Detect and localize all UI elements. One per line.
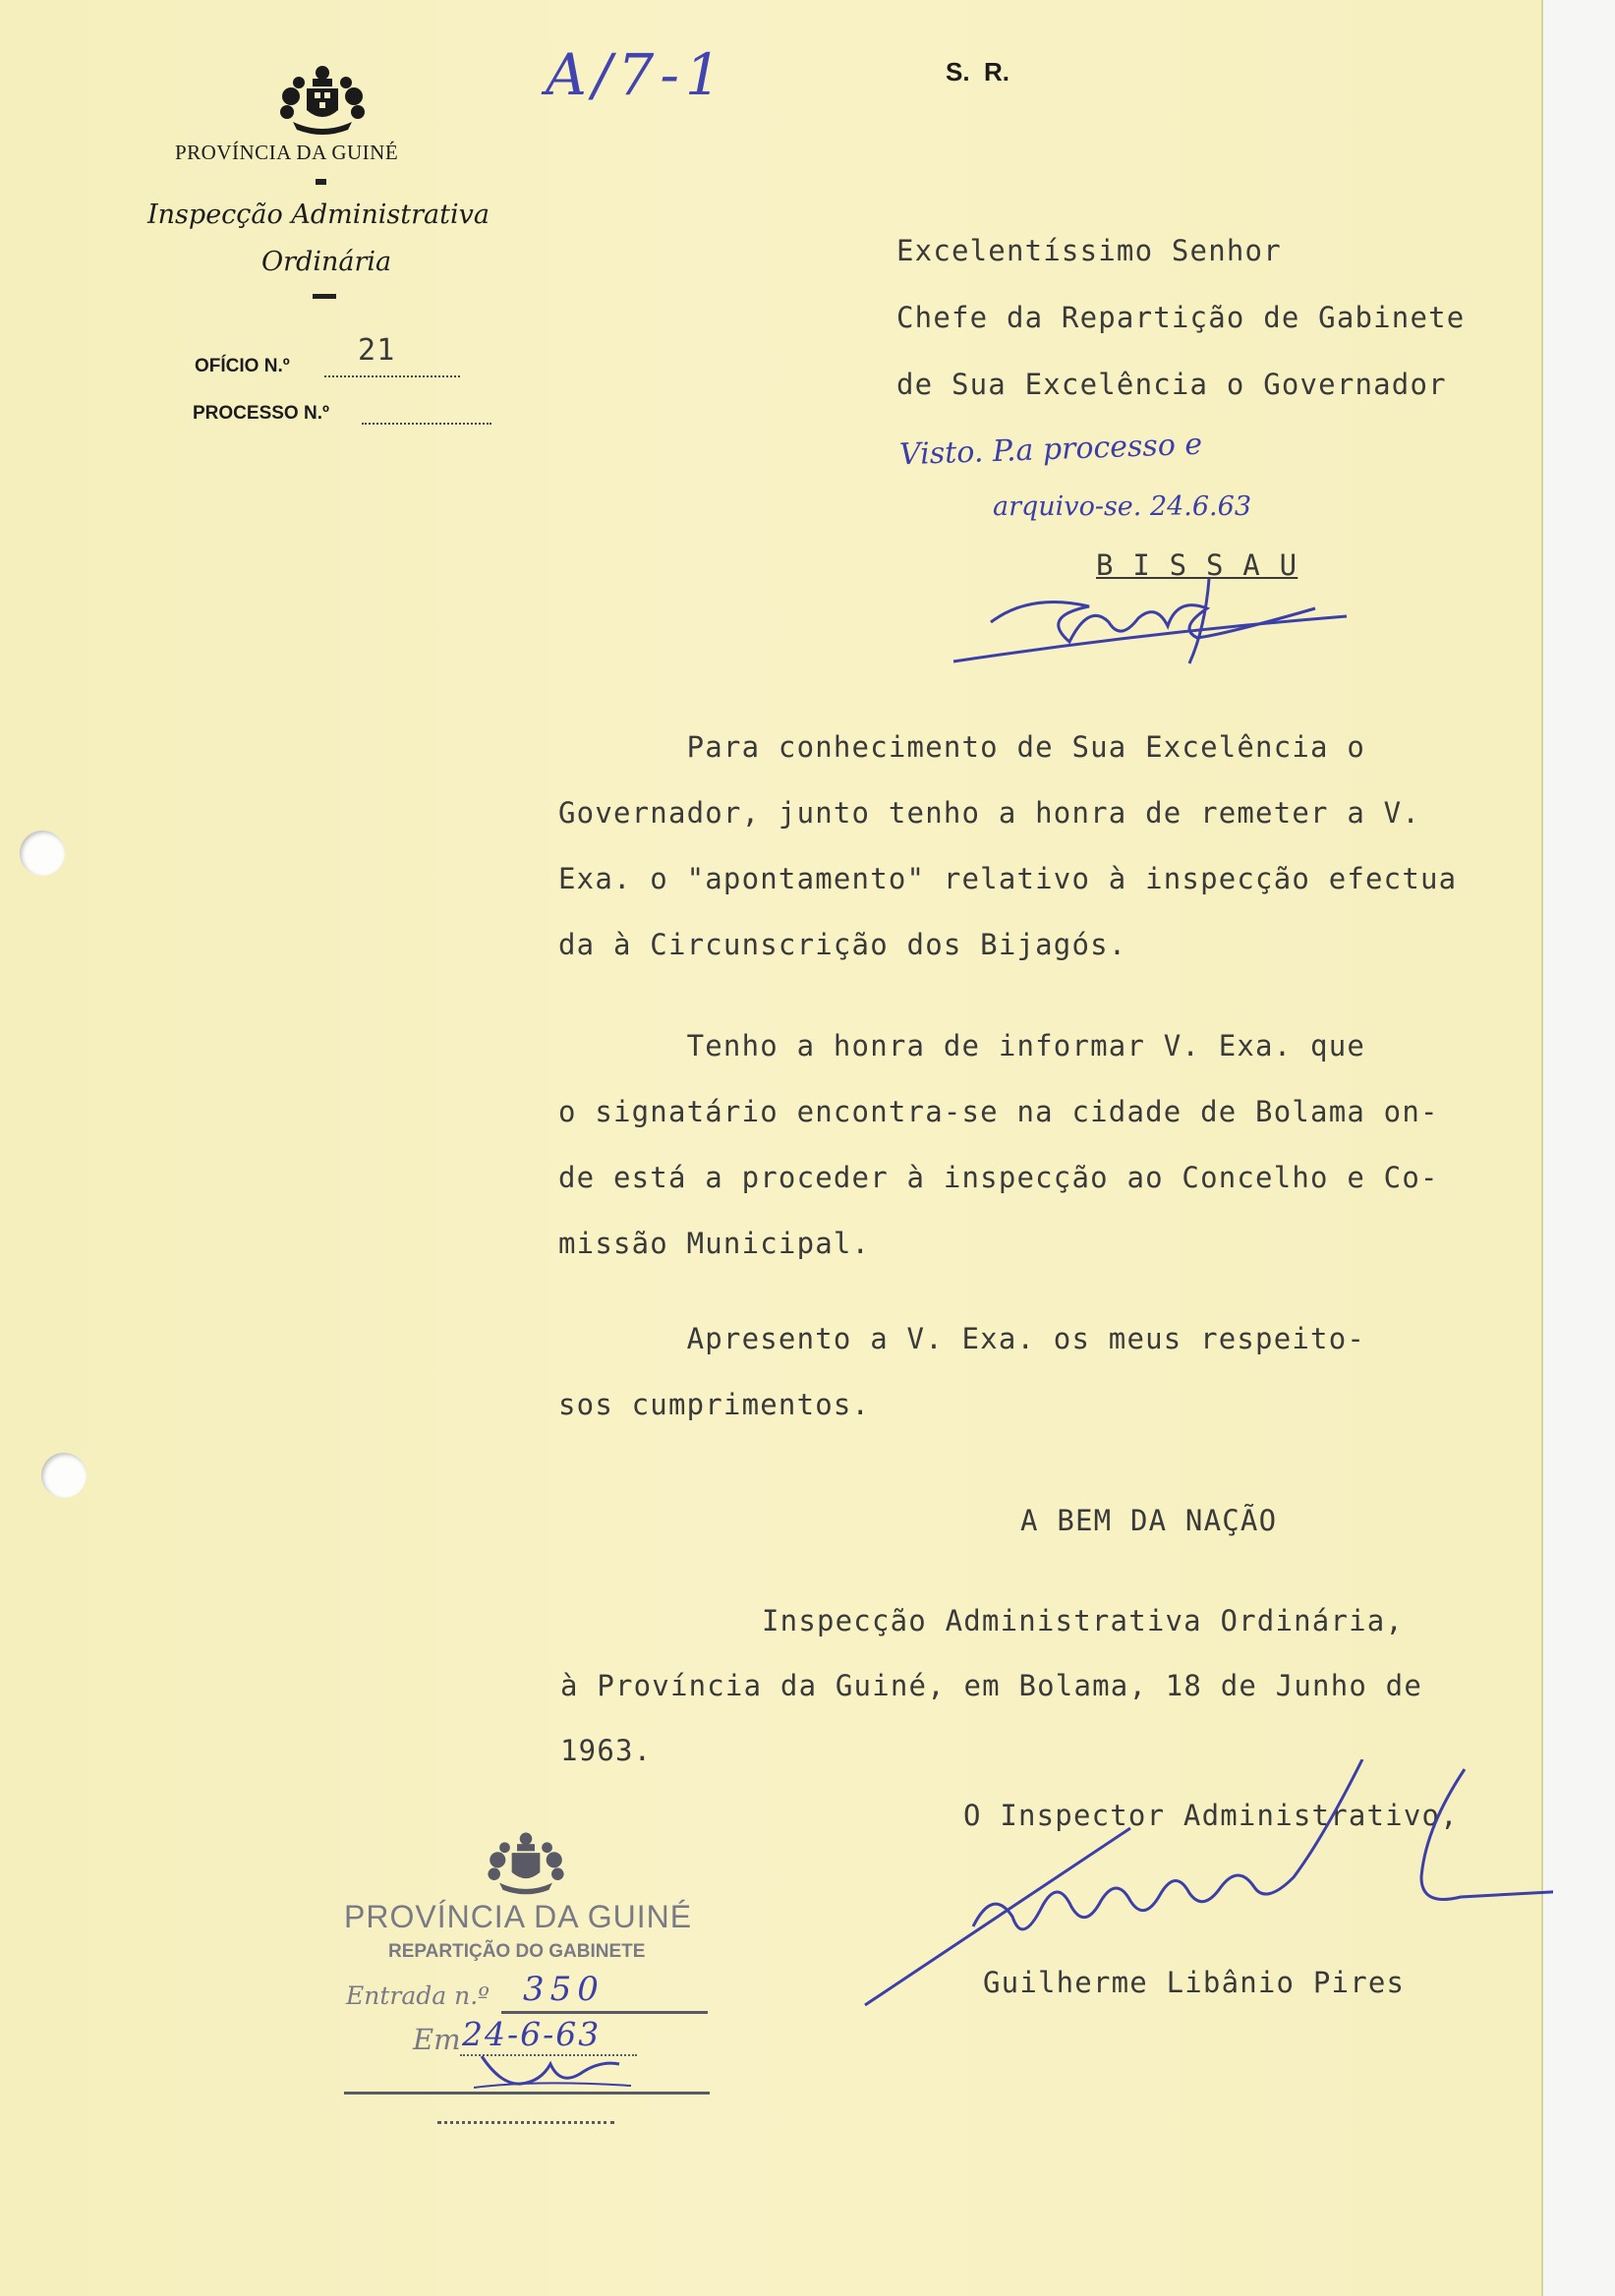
- body-line: missão Municipal.: [558, 1227, 871, 1260]
- stamp-line-3: [344, 2092, 710, 2095]
- annotation-line-1: Visto. P.a processo e: [898, 427, 1203, 473]
- annotation-initials: [944, 575, 1356, 673]
- stamp-line-4: [437, 2121, 614, 2124]
- signatory-name: Guilherme Libânio Pires: [983, 1966, 1406, 1999]
- letterhead-divider: [316, 179, 326, 185]
- punch-hole-bottom: [41, 1453, 87, 1498]
- closing-motto: A BEM DA NAÇÃO: [1020, 1504, 1278, 1537]
- stamp-entry-line: [501, 2011, 708, 2014]
- annotation-line-2: arquivo-se. 24.6.63: [993, 491, 1251, 522]
- classification-mark: S. R.: [946, 57, 1010, 86]
- oficio-label: OFÍCIO N.º: [195, 356, 290, 376]
- processo-number-line: [362, 401, 491, 425]
- addressee-city: B I S S A U: [1096, 548, 1298, 582]
- closing-place-line-1: Inspecção Administrativa Ordinária,: [762, 1604, 1405, 1637]
- stamp-coat-of-arms-icon: [482, 1828, 570, 1897]
- body-paragraph-1: [558, 730, 1457, 994]
- body-line: o signatário encontra-se na cidade de Bolama on-: [558, 1095, 1439, 1128]
- closing-place-line-3: 1963.: [560, 1734, 653, 1767]
- body-line: Tenho a honra de informar V. Exa. que: [558, 1029, 1366, 1062]
- processo-label: PROCESSO N.º: [193, 403, 329, 424]
- stamp-province: PROVÍNCIA DA GUINÉ: [344, 1899, 693, 1934]
- scan-margin: [1543, 0, 1615, 2296]
- body-line: Exa. o "apontamento" relativo à inspecção efectua: [558, 862, 1458, 895]
- letterhead-province: PROVÍNCIA DA GUINÉ: [175, 141, 399, 164]
- signatory-title: O Inspector Administrativo,: [963, 1799, 1459, 1832]
- addressee-line-2: Chefe da Repartição de Gabinete: [896, 301, 1466, 334]
- stamp-office: REPARTIÇÃO DO GABINETE: [388, 1941, 646, 1962]
- body-line: Apresento a V. Exa. os meus respeito-: [558, 1322, 1366, 1355]
- stamp-initials: [462, 2044, 649, 2103]
- body-line: da à Circunscrição dos Bijagós.: [558, 928, 1127, 961]
- addressee-line-3: de Sua Excelência o Governador: [896, 368, 1447, 401]
- body-paragraph-3: [558, 1322, 1365, 1454]
- oficio-number: 21: [358, 333, 396, 368]
- closing-place-line-2: à Província da Guiné, em Bolama, 18 de Junho de: [560, 1669, 1422, 1702]
- stamp-date-value: 24-6-63: [462, 2015, 602, 2053]
- body-paragraph-2: [558, 1029, 1439, 1292]
- coat-of-arms-icon: [277, 61, 368, 138]
- letterhead-divider-2: [313, 294, 336, 299]
- body-line: Para conhecimento de Sua Excelência o: [558, 730, 1366, 764]
- letterhead-department: Inspecção Administrativa: [147, 200, 490, 230]
- stamp-entry-label: Entrada n.º: [346, 1981, 490, 2010]
- punch-hole-top: [20, 831, 65, 876]
- addressee-line-1: Excelentíssimo Senhor: [896, 234, 1282, 267]
- body-line: Governador, junto tenho a honra de remeter a V.: [558, 796, 1420, 830]
- body-line: sos cumprimentos.: [558, 1388, 871, 1421]
- body-line: de está a proceder à inspecção ao Concelho e Co-: [558, 1161, 1439, 1194]
- stamp-date-label: Em: [413, 2023, 461, 2056]
- letterhead-subdepartment: Ordinária: [261, 247, 392, 277]
- reference-code: A/7-1: [546, 41, 727, 108]
- stamp-entry-number: 350: [523, 1970, 605, 2009]
